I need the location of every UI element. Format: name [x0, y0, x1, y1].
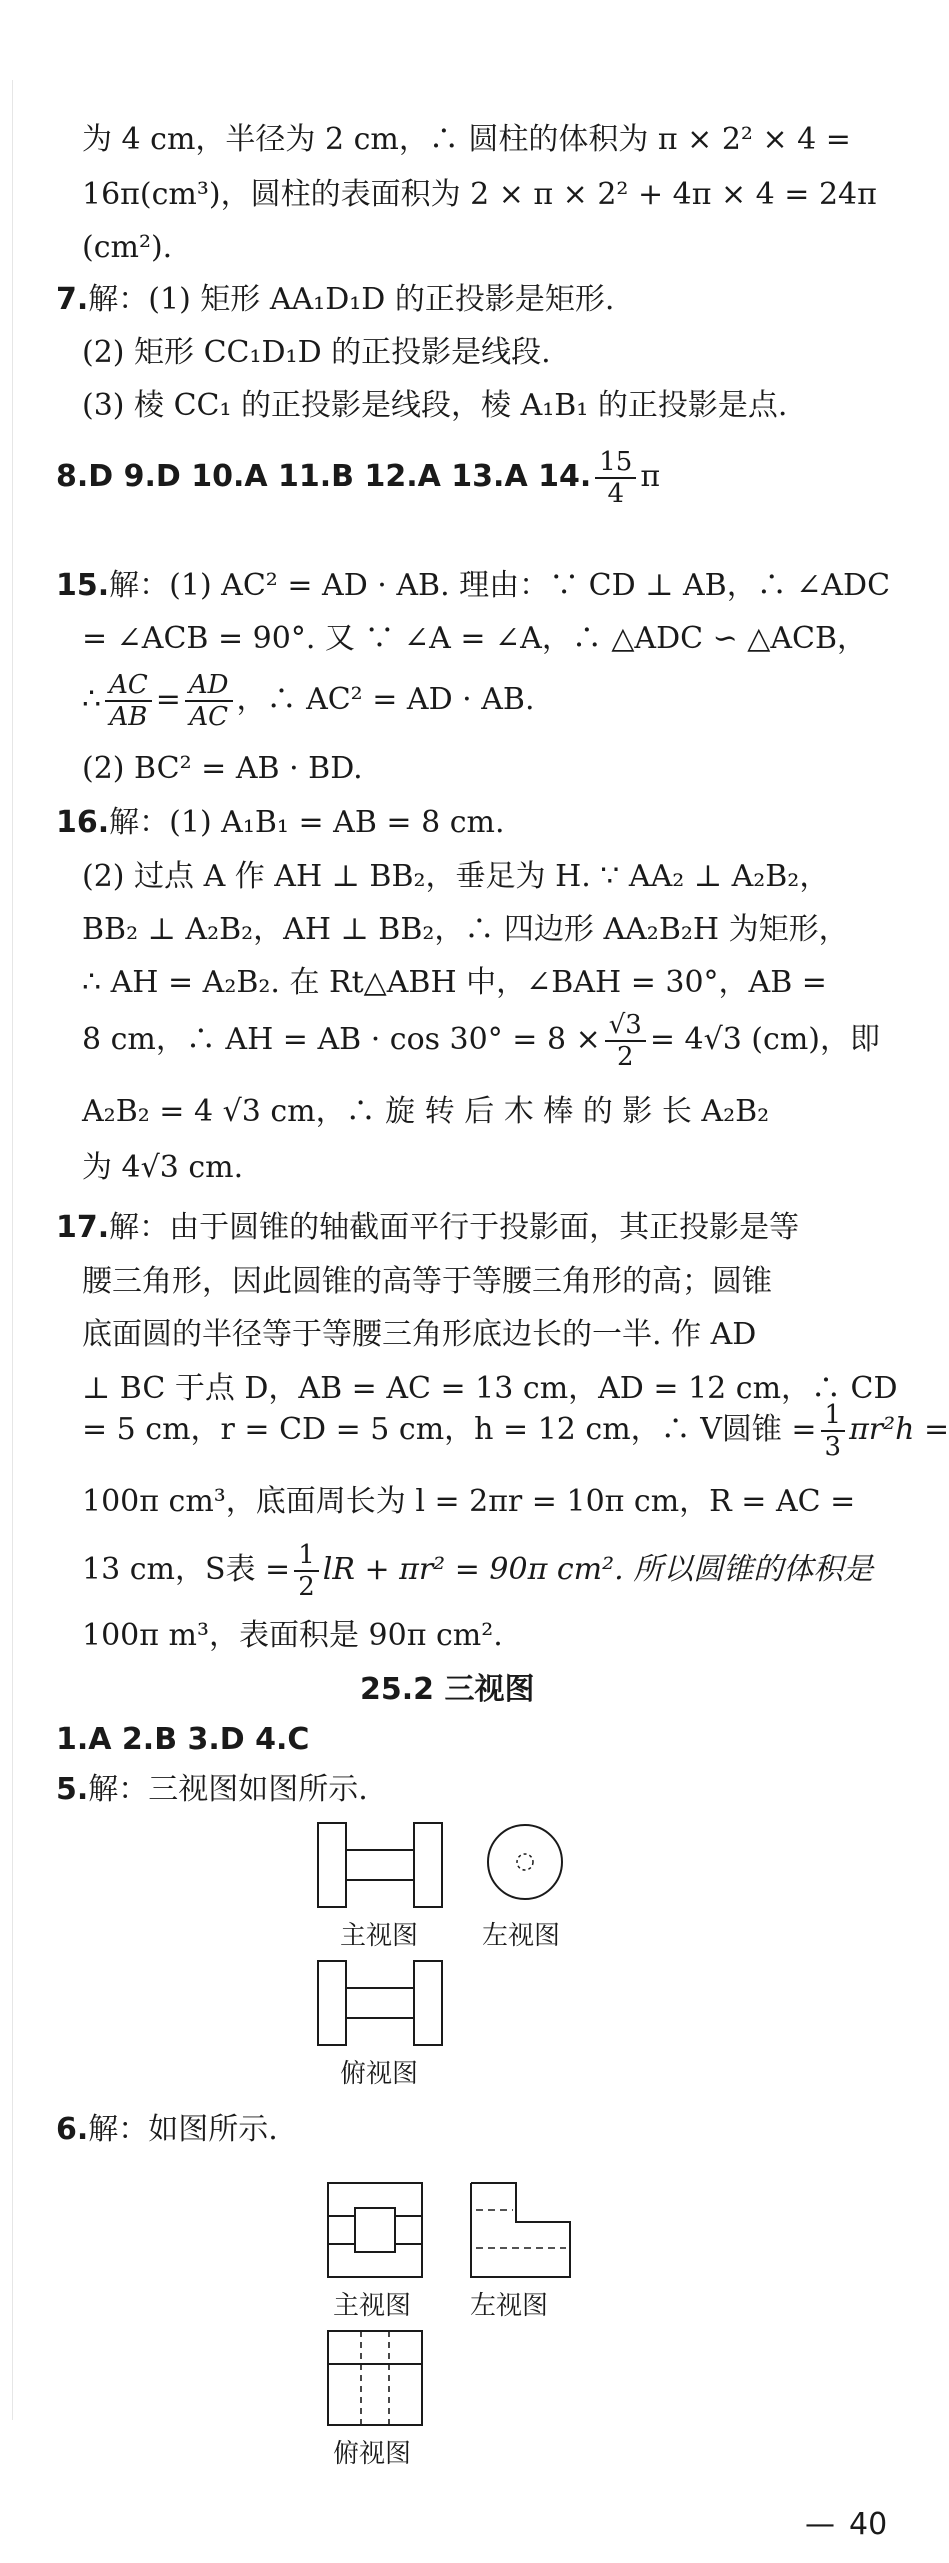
- page-number: — 40: [805, 2507, 888, 2542]
- answer-text: 解：三视图如图所示.: [88, 1772, 368, 1807]
- q5-left-view-figure: [485, 1822, 565, 1902]
- answer-text: 解：(1) AC² = AD · AB. 理由：∵ CD ⊥ AB，∴ ∠ADC: [109, 568, 891, 603]
- figure-caption: 主视图: [340, 1921, 419, 1951]
- answer-text: 解：如图所示.: [88, 2112, 278, 2147]
- section-title: 25.2 三视图: [360, 1672, 535, 1707]
- answer-text: 解：(1) A₁B₁ = AB = 8 cm.: [109, 805, 505, 840]
- text-line: 100π m³，表面积是 90π cm².: [82, 1618, 503, 1653]
- fraction: $\frac{AD}{AC}$: [185, 670, 233, 732]
- fraction-line: = 5 cm，r = CD = 5 cm，h = 12 cm，∴ V圆锥 = $\frac{1}{3}$ πr²h =: [82, 1400, 949, 1462]
- answer-text: 解：(1) 矩形 AA₁D₁D 的正投影是矩形.: [88, 282, 615, 317]
- figure-caption: 左视图: [482, 1921, 561, 1951]
- fraction-line: 8 cm，∴ AH = AB · cos 30° = 8 × $\frac{√3}{2}$ = 4√3 (cm)，即: [82, 1010, 880, 1072]
- question-5: [56, 1770, 368, 1810]
- question-16: [56, 803, 505, 843]
- margin-rule: [12, 80, 13, 2420]
- text-line: 底面圆的半径等于等腰三角形底边长的一半. 作 AD: [82, 1317, 757, 1352]
- q6-top-view-figure: [325, 2328, 425, 2428]
- text-line: ⊥ BC 于点 D，AB = AC = 13 cm，AD = 12 cm，∴ CD: [82, 1371, 898, 1406]
- question-15: [56, 566, 890, 606]
- figure-caption: 俯视图: [340, 2059, 419, 2089]
- q6-left-view-figure: [468, 2180, 573, 2280]
- fraction: $\frac{1}{3}$: [821, 1400, 846, 1462]
- choice-answers: 1.A 2.B 3.D 4.C: [56, 1722, 310, 1757]
- text-line: (cm²).: [82, 230, 173, 265]
- answer-text: 解：由于圆锥的轴截面平行于投影面，其正投影是等: [109, 1210, 800, 1245]
- text-line: 16π(cm³)，圆柱的表面积为 2 × π × 2² + 4π × 4 = 24π: [82, 177, 877, 212]
- text-line: 为 4√3 cm.: [82, 1150, 244, 1185]
- fraction-line: 13 cm，S表 = $\frac{1}{2}$ lR + πr² = 90π cm². 所以圆锥的体积是: [82, 1540, 874, 1602]
- figure-caption: 俯视图: [333, 2439, 412, 2469]
- question-number: 15.: [56, 568, 110, 603]
- choice-list: 8.D 9.D 10.A 11.B 12.A 13.A 14.: [56, 459, 592, 494]
- text-line: 腰三角形，因此圆锥的高等于等腰三角形的高；圆锥: [82, 1264, 772, 1299]
- question-17: [56, 1208, 799, 1248]
- text-line: A₂B₂ = 4 √3 cm，∴ 旋 转 后 木 棒 的 影 长 A₂B₂: [82, 1094, 770, 1129]
- text-line: ∴ AH = A₂B₂. 在 Rt△ABH 中，∠BAH = 30°，AB =: [82, 965, 827, 1000]
- question-number: 7.: [56, 282, 89, 317]
- text-line: (2) 矩形 CC₁D₁D 的正投影是线段.: [82, 335, 551, 370]
- fraction: $\frac{15}{4}$: [595, 447, 636, 509]
- question-number: 16.: [56, 805, 110, 840]
- question-number: 6.: [56, 2112, 89, 2147]
- question-6: [56, 2110, 278, 2150]
- fraction: $\frac{AC}{AB}$: [105, 670, 152, 732]
- text-line: = ∠ACB = 90°. 又 ∵ ∠A = ∠A，∴ △ADC ∽ △ACB，: [82, 621, 868, 656]
- fraction: $\frac{√3}{2}$: [605, 1010, 646, 1072]
- text-line: (3) 棱 CC₁ 的正投影是线段，棱 A₁B₁ 的正投影是点.: [82, 388, 788, 423]
- question-number: 17.: [56, 1210, 110, 1245]
- text-line: 为 4 cm，半径为 2 cm，∴ 圆柱的体积为 π × 2² × 4 =: [82, 122, 851, 157]
- question-7: [56, 280, 614, 320]
- fraction: $\frac{1}{2}$: [294, 1540, 319, 1602]
- q5-top-view-figure: [315, 1958, 445, 2048]
- figure-caption: 左视图: [470, 2291, 549, 2321]
- fraction-line: ∴ $\frac{AC}{AB}$ = $\frac{AD}{AC}$ ，∴ AC² = AD · AB.: [82, 670, 535, 732]
- q6-main-view-figure: [325, 2180, 425, 2280]
- question-number: 5.: [56, 1772, 89, 1807]
- figure-caption: 主视图: [333, 2291, 412, 2321]
- text-line: 100π cm³，底面周长为 l = 2πr = 10π cm，R = AC =: [82, 1484, 856, 1519]
- choice-answers: 8.D 9.D 10.A 11.B 12.A 13.A 14. $\frac{15}{4}$ π: [56, 447, 661, 509]
- q5-main-view-figure: [315, 1820, 445, 1910]
- text-line: (2) 过点 A 作 AH ⊥ BB₂，垂足为 H. ∵ AA₂ ⊥ A₂B₂，: [82, 859, 830, 894]
- text-line: BB₂ ⊥ A₂B₂，AH ⊥ BB₂，∴ 四边形 AA₂B₂H 为矩形，: [82, 912, 849, 947]
- text-line: (2) BC² = AB · BD.: [82, 751, 363, 786]
